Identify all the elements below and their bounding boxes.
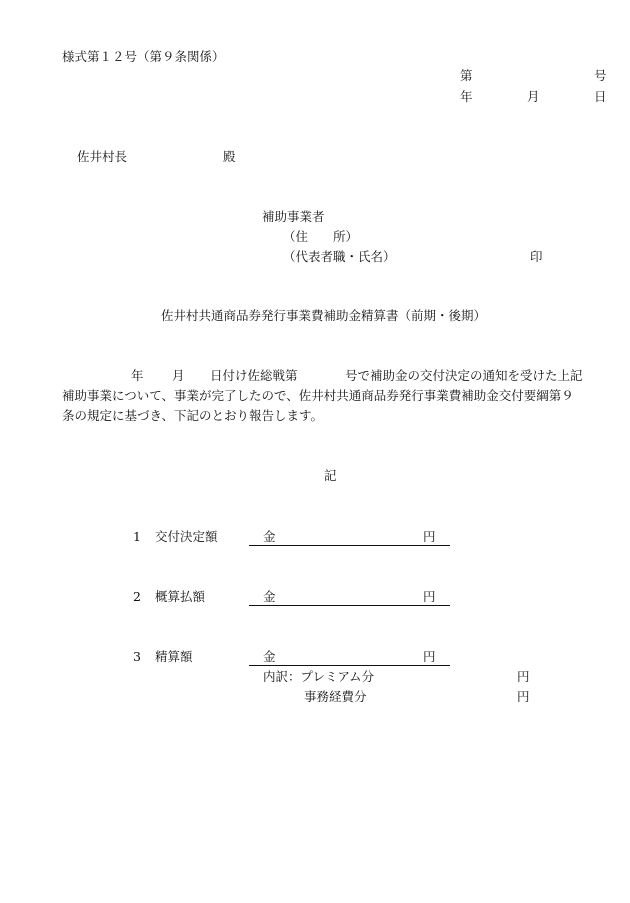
item-label-settlement: 精算額	[155, 649, 193, 664]
body-text-2: 号で補助金の交付決定の通知を受けた上記	[345, 368, 583, 383]
item-kin: 金	[263, 529, 276, 544]
item-en: 円	[423, 589, 436, 604]
seal-mark: 印	[530, 249, 543, 264]
amount-underline	[249, 665, 450, 666]
document-title: 佐井村共通商品券発行事業費補助金精算書（前期・後期）	[161, 308, 487, 323]
representative-label: （代表者職・氏名）	[283, 249, 396, 264]
body-year: 年	[131, 368, 144, 383]
body-line-2: 補助事業について、事業が完了したので、佐井村共通商品券発行事業費補助金交付要綱第９	[62, 388, 574, 403]
ki-heading: 記	[324, 468, 337, 483]
doc-number-go: 号	[594, 68, 607, 83]
item-label-advance-payment: 概算払額	[155, 589, 206, 604]
breakdown-office-label: 事務経費分	[304, 689, 367, 704]
address-label: （住 所）	[283, 229, 359, 244]
item-number: 2	[133, 589, 141, 604]
body-text-1: 日付け佐総戦第	[210, 368, 298, 383]
item-en: 円	[423, 529, 436, 544]
item-kin: 金	[263, 649, 276, 664]
date-day: 日	[594, 89, 607, 104]
body-month: 月	[172, 368, 185, 383]
addressee-honorific: 殿	[223, 149, 236, 164]
body-line-3: 条の規定に基づき、下記のとおり報告します。	[62, 408, 324, 423]
item-en: 円	[423, 649, 436, 664]
amount-underline	[249, 605, 450, 606]
breakdown-premium-label: 内訳：プレミアム分	[263, 669, 375, 684]
item-label-grant-decision: 交付決定額	[155, 529, 218, 544]
date-month: 月	[527, 89, 540, 104]
applicant-label: 補助事業者	[262, 209, 325, 224]
item-kin: 金	[263, 589, 276, 604]
form-number: 様式第１２号（第９条関係）	[62, 49, 225, 64]
item-number: 3	[133, 649, 141, 664]
doc-number-dai: 第	[460, 68, 473, 83]
amount-underline	[249, 545, 450, 546]
breakdown-office-en: 円	[517, 689, 530, 704]
breakdown-premium-en: 円	[517, 669, 530, 684]
addressee-name: 佐井村長	[77, 149, 128, 164]
date-year: 年	[460, 89, 473, 104]
item-number: 1	[133, 529, 141, 544]
